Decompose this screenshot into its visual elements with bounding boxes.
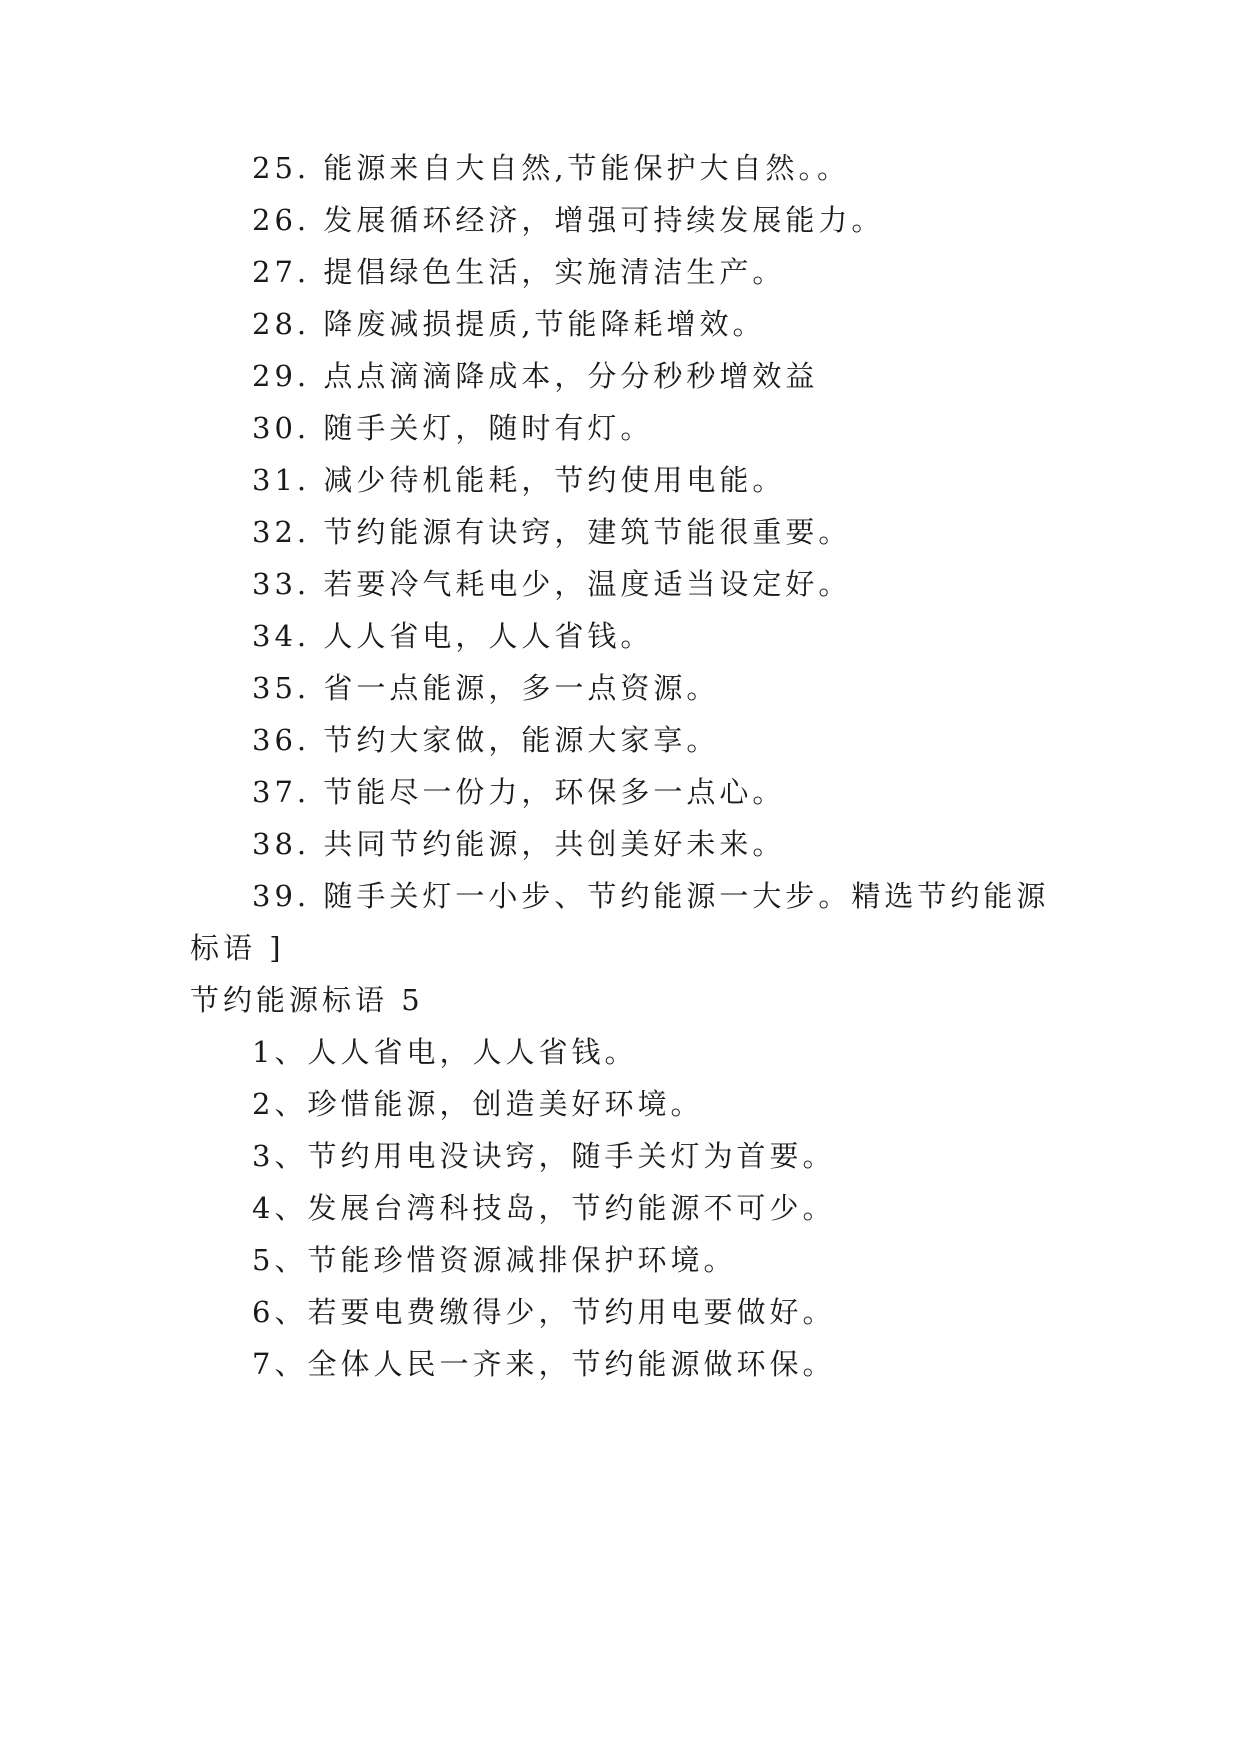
slogan-29: 29. 点点滴滴降成本，分分秒秒增效益 [252,359,819,393]
slogan-34: 34. 人人省电，人人省钱。 [252,619,654,653]
slogan-7: 7、全体人民一齐来，节约能源做环保。 [252,1347,836,1381]
slogan-35: 35. 省一点能源，多一点资源。 [252,671,720,705]
slogan-32: 32. 节约能源有诀窍，建筑节能很重要。 [252,515,852,549]
slogan-2: 2、珍惜能源，创造美好环境。 [252,1087,704,1121]
slogan-3: 3、节约用电没诀窍，随手关灯为首要。 [252,1139,836,1173]
slogan-31: 31. 减少待机能耗，节约使用电能。 [252,463,786,497]
section-heading: 节约能源标语 5 [190,983,424,1017]
slogan-39: 39. 随手关灯一小步、节约能源一大步。精选节约能源 [252,879,1050,913]
slogan-25: 25. 能源来自大自然,节能保护大自然。。 [252,151,851,185]
slogan-6: 6、若要电费缴得少，节约用电要做好。 [252,1295,836,1329]
slogan-28: 28. 降废减损提质,节能降耗增效。 [252,307,766,341]
slogan-37: 37. 节能尽一份力，环保多一点心。 [252,775,786,809]
slogan-26: 26. 发展循环经济，增强可持续发展能力。 [252,203,885,237]
slogan-5: 5、节能珍惜资源减排保护环境。 [252,1243,737,1277]
slogan-38: 38. 共同节约能源，共创美好未来。 [252,827,786,861]
slogan-30: 30. 随手关灯，随时有灯。 [252,411,654,445]
slogan-33: 33. 若要冷气耗电少，温度适当设定好。 [252,567,852,601]
slogan-39-wrap: 标语 ] [190,931,285,965]
slogan-1: 1、人人省电，人人省钱。 [252,1035,638,1069]
slogan-4: 4、发展台湾科技岛，节约能源不可少。 [252,1191,836,1225]
slogan-27: 27. 提倡绿色生活，实施清洁生产。 [252,255,786,289]
slogan-36: 36. 节约大家做，能源大家享。 [252,723,720,757]
